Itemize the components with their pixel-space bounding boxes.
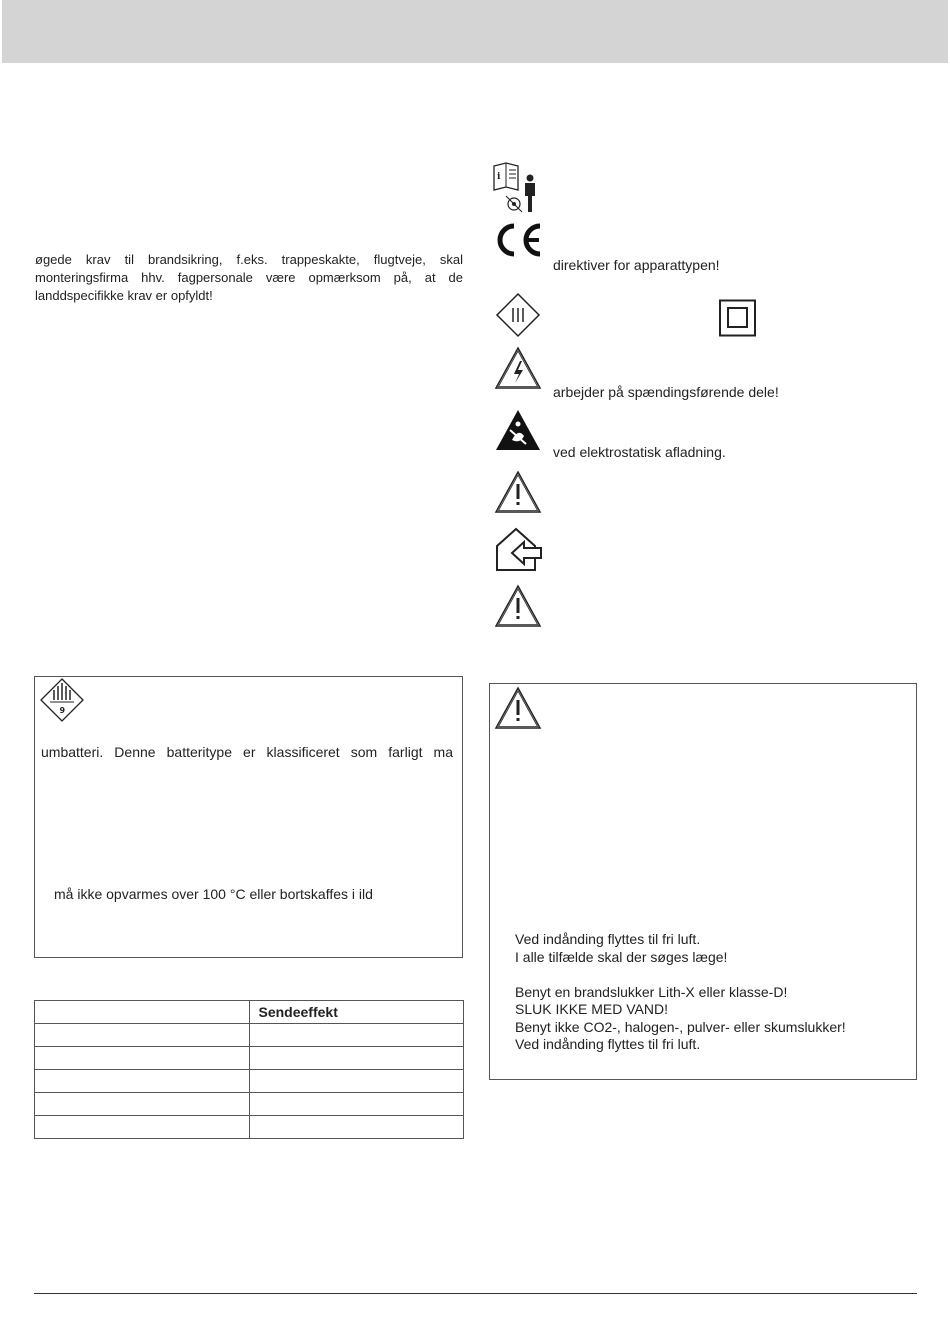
electric-hazard-icon (494, 346, 542, 390)
table-row (35, 1070, 464, 1093)
battery-text-line: umbatteri. Denne batteritype er klassificeret som farligt ma (41, 744, 453, 760)
table-row (35, 1024, 464, 1047)
svg-text:9: 9 (59, 706, 66, 715)
read-manual-icon (492, 160, 544, 216)
svg-text:i: i (497, 172, 501, 182)
transmit-power-table (34, 1000, 464, 1139)
ce-text: direktiver for apparattypen! (553, 257, 720, 273)
paragraph-line: monteringsfirma hhv. fagpersonale være opmærksom på, at de (35, 270, 463, 285)
table-cell (35, 1093, 250, 1116)
warning-line: Benyt en brandslukker Lith-X eller klasse-D! (515, 984, 788, 1000)
table-cell (35, 1070, 250, 1093)
table-header-row (35, 1001, 464, 1024)
fire-safety-paragraph (35, 251, 463, 305)
warning-line: I alle tilfælde skal der søges læge! (515, 949, 728, 965)
protection-class-2-icon (718, 299, 758, 337)
indoor-use-icon (494, 526, 544, 572)
table-cell (249, 1070, 464, 1093)
footer-divider (34, 1293, 917, 1294)
paragraph-line: landdspecifikke krav er opfyldt! (35, 288, 213, 303)
table-row (35, 1093, 464, 1116)
table-row (35, 1047, 464, 1070)
hazard-class-9-icon (40, 678, 84, 722)
header-bar (2, 0, 948, 63)
protection-class-3-icon (495, 292, 541, 338)
table-cell (249, 1093, 464, 1116)
warning-icon (494, 686, 542, 730)
battery-text-line: må ikke opvarmes over 100 °C eller bortskaffes i ild (54, 886, 373, 902)
warning-icon (494, 470, 542, 514)
table-cell (35, 1047, 250, 1070)
warning-icon (494, 584, 542, 628)
table-header-cell (35, 1001, 250, 1024)
table-cell (35, 1024, 250, 1047)
ce-mark-icon (492, 222, 544, 258)
table-row (35, 1116, 464, 1139)
warning-line: Ved indånding flyttes til fri luft. (515, 931, 701, 947)
warning-line: Ved indånding flyttes til fri luft. (515, 1036, 701, 1052)
esd-warning-icon (494, 408, 542, 452)
table-cell (249, 1116, 464, 1139)
table-header-cell: Sendeeffekt (249, 1001, 464, 1024)
esd-text: ved elektrostatisk afladning. (553, 444, 726, 460)
battery-info-box (34, 676, 463, 958)
warning-line: SLUK IKKE MED VAND! (515, 1001, 669, 1017)
table-cell (249, 1024, 464, 1047)
table-cell (249, 1047, 464, 1070)
voltage-text: arbejder på spændingsførende dele! (553, 384, 779, 400)
warning-line: Benyt ikke CO2-, halogen-, pulver- eller skumslukker! (515, 1019, 846, 1035)
table-cell (35, 1116, 250, 1139)
paragraph-line: øgede krav til brandsikring, f.eks. trappeskakte, flugtveje, skal (35, 252, 463, 267)
